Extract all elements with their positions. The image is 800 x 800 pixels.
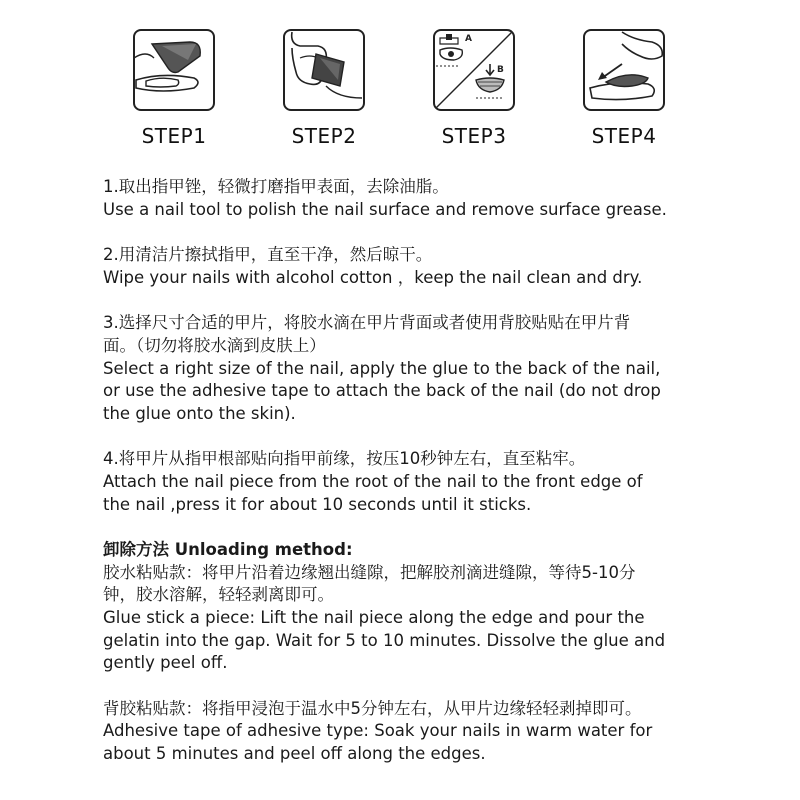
step-3 [428,28,520,148]
glue-removal-en: gelatin into the gap. Wait for 5 to 10 minutes. Dissolve the glue and [103,630,666,650]
step4-en: the nail ,press it for about 10 seconds until it sticks. [103,494,532,514]
step4-en: Attach the nail piece from the root of the nail to the front edge of [103,471,643,491]
tape-removal-en: about 5 minutes and peel off along the edges. [103,743,486,763]
instructions [103,176,713,765]
tape-removal-cn: 背胶粘贴款：将指甲浸泡于温水中5分钟左右，从甲片边缘轻轻剥掉即可。 [103,698,642,718]
step2-en: Wipe your nails with alcohol cotton ，keep the nail clean and dry. [103,267,643,287]
glue-removal-cn: 胶水粘贴款：将甲片沿着边缘翘出缝隙，把解胶剂滴进缝隙，等待5-10分 [103,562,636,582]
option-a-label: A [465,34,472,44]
press-nail-icon [582,28,666,112]
step4-cn: 4.将甲片从指甲根部贴向指甲前缘，按压10秒钟左右，直至粘牢。 [103,449,586,469]
nail-file-polish-icon [132,28,216,112]
step3-en: the glue onto the skin). [103,403,296,423]
option-b-label: B [497,65,504,75]
alcohol-wipe-icon [282,28,366,112]
step1-cn: 1.取出指甲锉，轻微打磨指甲表面，去除油脂。 [103,177,449,196]
step-2 [278,28,370,148]
glue-removal-en: Glue stick a piece: Lift the nail piece along the edge and pour the [103,607,645,627]
step3-cn: 面。（切勿将胶水滴到皮肤上） [103,335,326,355]
step3-en: Select a right size of the nail, apply the glue to the back of the nail, [103,358,661,378]
step-label: STEP2 [291,124,357,148]
glue-removal-en: gently peel off. [103,653,228,673]
step-1 [128,28,220,148]
tape-removal-en: Adhesive tape of adhesive type: Soak your nails in warm water for [103,721,653,741]
step2-cn: 2.用清洁片擦拭指甲，直至干净，然后晾干。 [103,245,433,265]
steps-row [118,28,688,158]
step-label: STEP1 [141,124,207,148]
step-label: STEP3 [441,124,507,148]
step1-en: Use a nail tool to polish the nail surface and remove surface grease. [103,199,667,219]
glue-or-tape-icon [432,28,516,112]
step-label: STEP4 [591,124,657,148]
unloading-heading: 卸除方法 Unloading method: [103,540,353,560]
glue-removal-cn: 钟，胶水溶解，轻轻剥离即可。 [103,585,334,605]
step3-cn: 3.选择尺寸合适的甲片，将胶水滴在甲片背面或者使用背胶贴贴在甲片背 [103,313,631,333]
step-4 [578,28,670,148]
step3-en: or use the adhesive tape to attach the back of the nail (do not drop [103,381,661,401]
